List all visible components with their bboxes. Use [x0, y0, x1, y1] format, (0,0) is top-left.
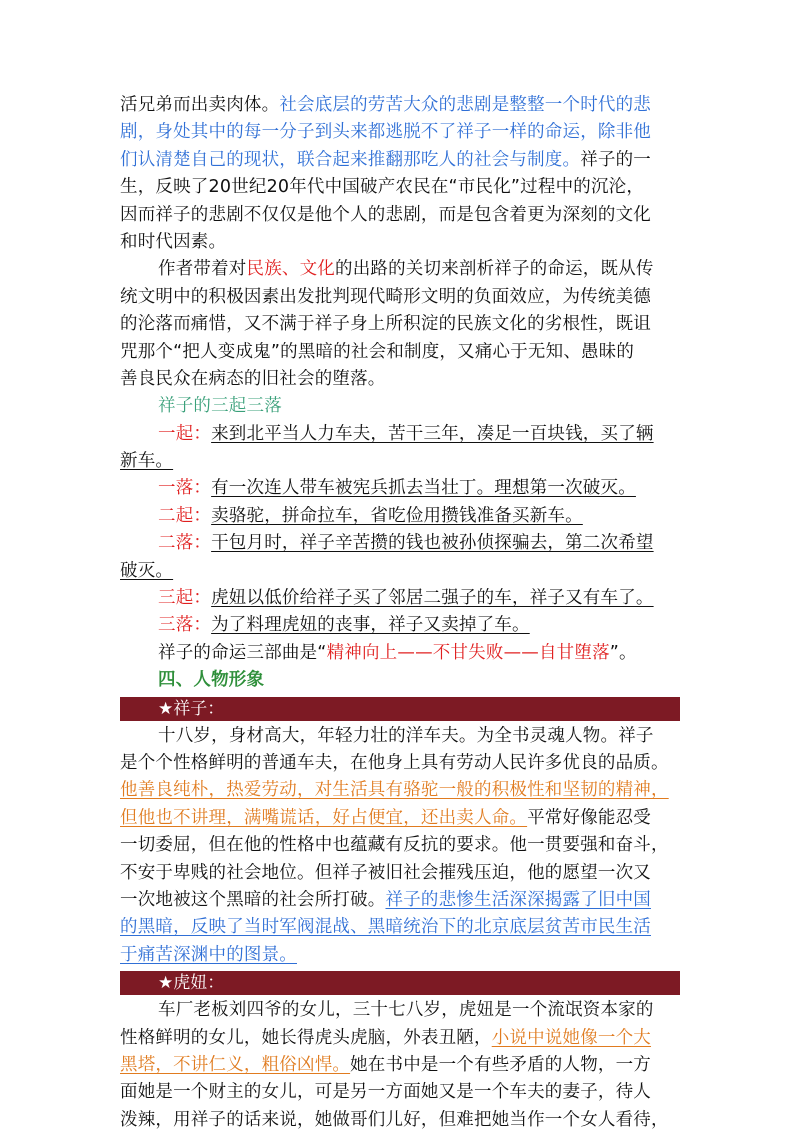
text-line — [120, 942, 680, 969]
fall-label: 二落： — [158, 533, 212, 554]
rise-text: 新车。 — [120, 451, 174, 472]
text-span: 她在书中是一个有些矛盾的人物，一方 — [350, 1054, 652, 1075]
text-line: 是个个性格鲜明的普通车夫，在他身上具有劳动人民许多优良的品质。 — [120, 752, 669, 773]
text-line — [120, 256, 680, 283]
highlight-text: 祥子的悲惨生活深深揭露了旧中国 — [385, 889, 651, 910]
rise-item — [120, 503, 680, 530]
section-heading: 四、人物形象 — [158, 670, 265, 691]
text-line — [120, 92, 680, 119]
fall-text: 破灭。 — [120, 560, 174, 581]
text-line: 不安于卑贱的社会地位。但祥子被旧社会摧残压迫，他的愿望一次又 — [120, 862, 651, 883]
highlight-text: 的黑暗，反映了当时军阀混战、黑暗统治下的北京底层贫苦市民生活 — [120, 917, 651, 938]
text-span: 祥子的一 — [580, 149, 652, 170]
character-header-huniu: ★虎妞： — [120, 971, 680, 995]
highlight-text: 于痛苦深渊中的图景。 — [120, 944, 297, 965]
text-line — [120, 1025, 680, 1052]
highlight-text: 社会底层的劳苦大众的悲剧是整整一个时代的悲 — [279, 95, 652, 115]
text-line: 和时代因素。 — [120, 231, 227, 252]
rise-text: 来到北平当人力车夫，苦干三年，凑足一百块钱，买了辆 — [211, 423, 654, 444]
text-line: 统文明中的积极因素出发批判现代畸形文明的负面效应，为传统美德 — [120, 286, 651, 307]
text-line: 因而祥子的悲剧不仅仅是他个人的悲剧，而是包含着更为深刻的文化 — [120, 204, 651, 225]
fall-text: 有一次连人带车被宪兵抓去当壮丁。理想第一次破灭。 — [211, 478, 636, 499]
section-subheading: 祥子的三起三落 — [158, 396, 282, 417]
text-line — [120, 777, 680, 804]
fall-text: 为了料理虎妞的丧事，祥子又卖掉了车。 — [211, 615, 530, 636]
fall-label: 三落： — [158, 615, 212, 636]
text-span: 一次地被这个黑暗的社会所打破。 — [120, 889, 386, 910]
fall-label: 一落： — [158, 478, 212, 499]
text-line: 善良民众在病态的旧社会的堕落。 — [120, 368, 386, 389]
rise-item — [120, 585, 680, 612]
text-line: 十八岁，身材高大，年轻力壮的洋车夫。为全书灵魂人物。祥子 — [158, 725, 654, 746]
text-span: 平常好像能忍受 — [527, 807, 652, 828]
rise-label: 三起： — [158, 588, 212, 609]
text-line: 车厂老板刘四爷的女儿，三十七八岁，虎妞是一个流氓资本家的 — [158, 1000, 654, 1021]
highlight-text: 他善良纯朴，热爱劳动，对生活具有骆驼一般的积极性和坚韧的精神， — [120, 780, 669, 801]
text-span: 祥子的命运三部曲是“ — [158, 642, 327, 663]
text-span: 性格鲜明的女儿，她长得虎头虎脑，外表丑陋， — [120, 1027, 492, 1048]
highlight-text: 但他也不讲理，满嘴谎话，好占便宜，还出卖人命。 — [120, 807, 528, 828]
highlight-text: 精神向上——不甘失败——自甘堕落 — [326, 642, 610, 663]
text-span: 的出路的关切来剖析祥子的命运，既从传 — [335, 259, 654, 280]
text-span: 作者带着对 — [158, 259, 247, 280]
fall-item-continuation — [120, 558, 680, 585]
highlight-text: 小说中说她像一个大 — [491, 1027, 652, 1048]
rise-text: 卖骆驼，拼命拉车，省吃俭用攒钱准备买新车。 — [211, 505, 583, 526]
text-line — [120, 147, 680, 174]
trilogy-line — [120, 640, 680, 667]
text-line — [120, 914, 680, 941]
rise-item — [120, 421, 680, 448]
text-span: ”。 — [609, 642, 637, 663]
text-line: 的沦落而痛惜，又不满于祥子身上所积淀的民族文化的劣根性，既诅 — [120, 314, 651, 335]
text-line: 生，反映了20世纪20年代中国破产农民在“市民化”过程中的沉沦， — [120, 177, 645, 198]
highlight-text: 们认清楚自己的现状，联合起来推翻那吃人的社会与制度。 — [120, 149, 581, 170]
rise-label: 二起： — [158, 505, 212, 526]
highlight-text: 黑塔，不讲仁义，粗俗凶悍。 — [120, 1054, 351, 1075]
character-header-xiangzi: ★祥子： — [120, 697, 680, 721]
text-line — [120, 887, 680, 914]
fall-item — [120, 475, 680, 502]
text-line: 面她是一个财主的女儿，可是另一方面她又是一个车夫的妻子，待人 — [120, 1082, 651, 1103]
highlight-text: 民族、文化 — [246, 259, 335, 280]
highlight-text: 剧，身处其中的每一分子到头来都逃脱不了祥子一样的命运，除非他 — [120, 122, 651, 143]
text-span: 活兄弟而出卖肉体。 — [120, 95, 280, 115]
text-line: 一切委屈，但在他的性格中也蕴藏有反抗的要求。他一贯要强和奋斗， — [120, 835, 669, 856]
rise-label: 一起： — [158, 423, 212, 444]
fall-item — [120, 612, 680, 639]
text-line — [120, 1052, 680, 1079]
text-line: 咒那个“把人变成鬼”的黑暗的社会和制度，又痛心于无知、愚昧的 — [120, 341, 635, 362]
rise-text: 虎妞以低价给祥子买了邻居二强子的车，祥子又有车了。 — [211, 588, 654, 609]
rise-item-continuation — [120, 448, 680, 475]
text-line: 泼辣，用祥子的话来说，她做哥们儿好，但难把她当作一个女人看待， — [120, 1109, 669, 1130]
document-page — [120, 92, 680, 1134]
text-line — [120, 805, 680, 832]
fall-text: 干包月时，祥子辛苦攒的钱也被孙侦探骗去，第二次希望 — [211, 533, 654, 554]
fall-item — [120, 530, 680, 557]
